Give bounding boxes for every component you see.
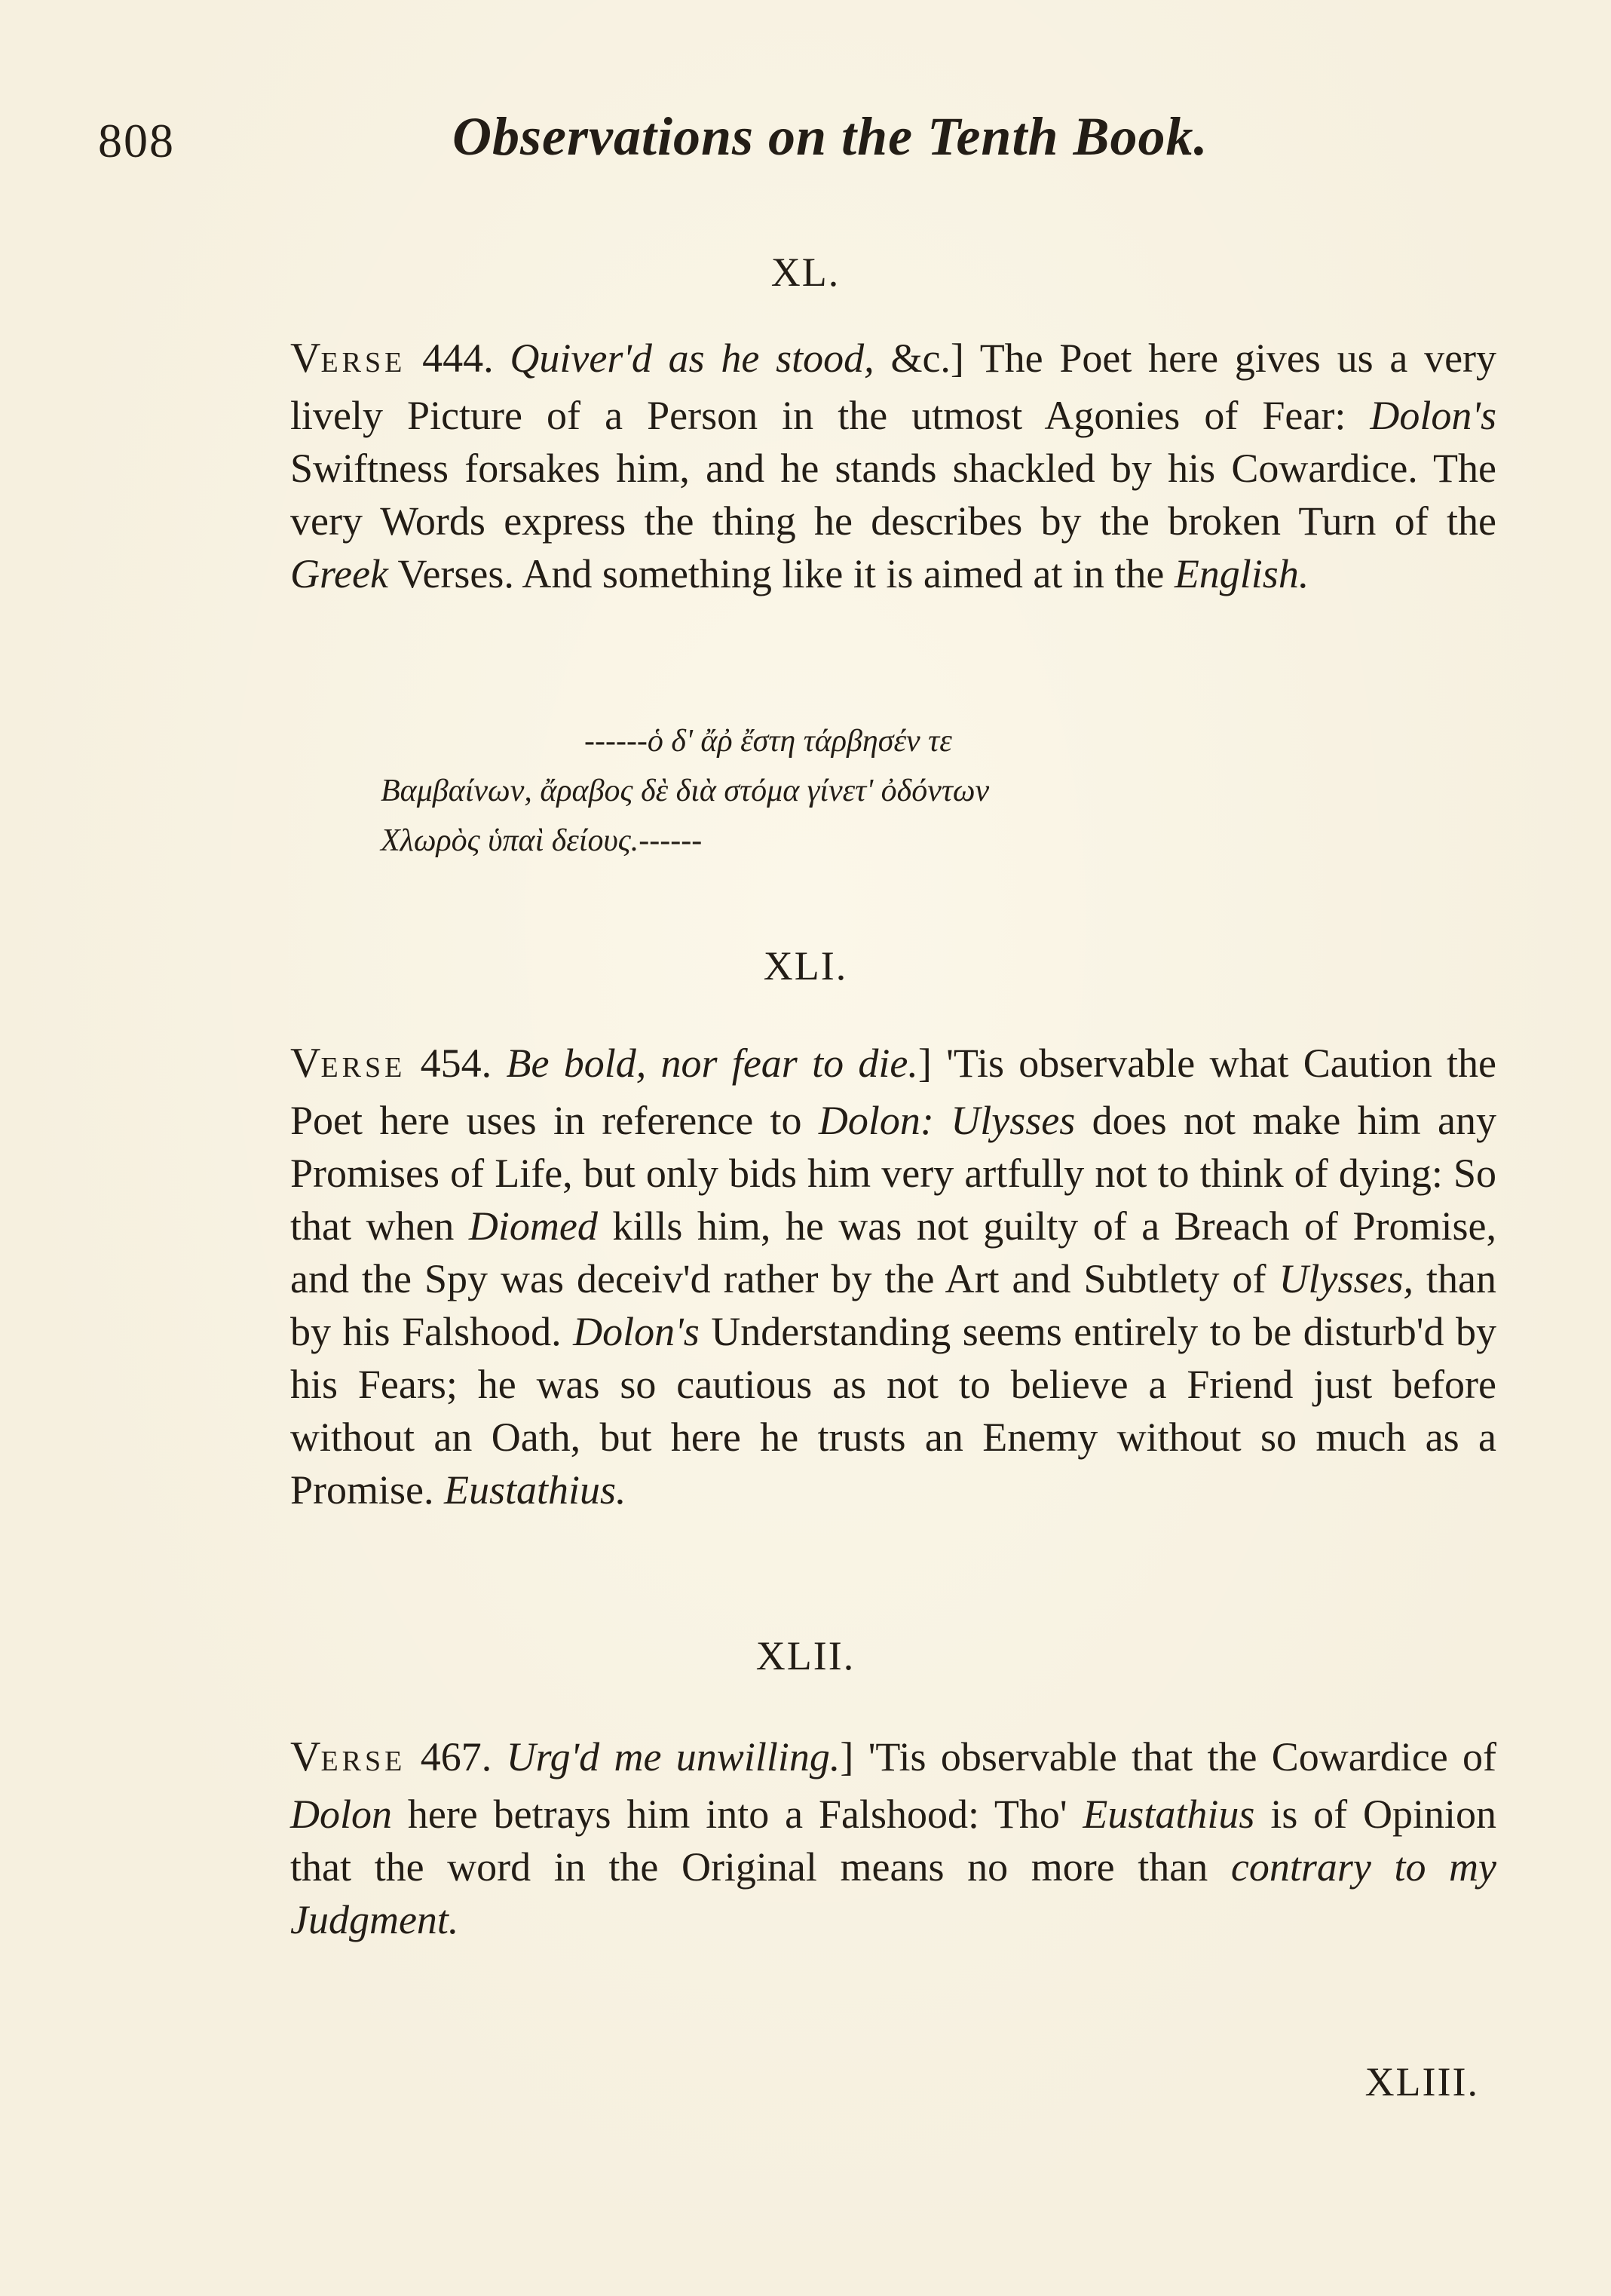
note-text: than by his Falshood.	[290, 1256, 1497, 1354]
note-text: is of Opinion that the word in the Original means no more than	[290, 1792, 1497, 1890]
proper-name: Ulysses,	[1279, 1256, 1414, 1301]
lemma-tail: ]	[917, 1041, 932, 1086]
note-text: here betrays him into a Falshood: Tho'	[407, 1792, 1067, 1837]
note-text: does not make him any Promises of Life, but only bids him very artfully not to think of dying: So that when	[290, 1098, 1497, 1249]
verse-number: 467.	[420, 1734, 492, 1779]
greek-line-3: Χλωρὸς ὑπαὶ δείους.------	[381, 823, 703, 858]
greek-line-1: ------ὁ δ' ἄῤ ἔστη τάρβησέν τε	[584, 724, 952, 759]
section-heading-xl: XL.	[770, 250, 841, 295]
proper-name: Diomed	[468, 1203, 598, 1249]
note-xl	[290, 332, 1496, 600]
section-heading-xli: XLI.	[763, 943, 848, 989]
proper-name: Dolon's	[1370, 393, 1496, 438]
proper-name: Dolon: Ulysses	[818, 1098, 1076, 1143]
lemma-tail: &c.]	[890, 336, 964, 381]
verse-label-rest: ERSE	[320, 347, 406, 379]
verse-label-rest: ERSE	[320, 1052, 406, 1084]
lemma: Be bold, nor fear to die.	[506, 1041, 918, 1086]
note-xli	[290, 1037, 1496, 1516]
lemma-tail: ]	[840, 1734, 854, 1779]
running-title: Observations on the Tenth Book.	[452, 106, 1208, 167]
proper-name: English.	[1174, 551, 1309, 596]
note-text: Swiftness forsakes him, and he stands shackled by his Cowardice. The very Words express the thing he describes by the broken Turn of the	[290, 446, 1496, 544]
greek-line-2: Βαμβαίνων, ἄραβος δὲ διὰ στόμα γίνετ' ὀδόντων	[381, 774, 990, 808]
note-text: 'Tis observable what Caution the Poet here uses in reference to	[290, 1041, 1497, 1143]
note-text: Verses. And something like it is aimed at in the	[397, 551, 1165, 596]
page-number: 808	[98, 114, 175, 167]
lemma: Quiver'd as he stood,	[510, 336, 874, 381]
lemma: Urg'd me unwilling.	[506, 1734, 841, 1779]
note-xlii	[290, 1730, 1496, 1946]
verse-label-initial: V	[290, 1040, 321, 1087]
proper-name: Eustathius.	[444, 1467, 626, 1513]
verse-label-initial: V	[290, 1733, 321, 1780]
proper-name: Dolon	[290, 1792, 392, 1837]
verse-label-initial: V	[290, 335, 321, 382]
greek-quotation	[381, 716, 1285, 866]
note-text: 'Tis observable that the Cowardice of	[868, 1734, 1497, 1779]
note-text: Understanding seems entirely to be disturb'd by his Fears; he was so cautious as not to believe a Friend just before without an Oath, but here he trusts an Enemy without so much as a Promise.	[290, 1309, 1497, 1513]
catchword: XLIII.	[1364, 2059, 1479, 2104]
proper-name: Greek	[290, 551, 388, 596]
verse-number: 444.	[422, 336, 494, 381]
emphasis: contrary to my Judgment.	[290, 1844, 1497, 1942]
section-heading-xlii: XLII.	[755, 1633, 856, 1678]
proper-name: Eustathius	[1083, 1792, 1255, 1837]
note-text: The Poet here gives us a very lively Picture of a Person in the utmost Agonies of Fear:	[290, 336, 1497, 438]
note-text: kills him, he was not guilty of a Breach of Promise, and the Spy was deceiv'd rather by the Art and Subtlety of	[290, 1203, 1496, 1301]
page-header	[0, 106, 1611, 181]
verse-label-rest: ERSE	[320, 1746, 406, 1777]
proper-name: Dolon's	[573, 1309, 700, 1354]
verse-number: 454.	[420, 1041, 492, 1086]
